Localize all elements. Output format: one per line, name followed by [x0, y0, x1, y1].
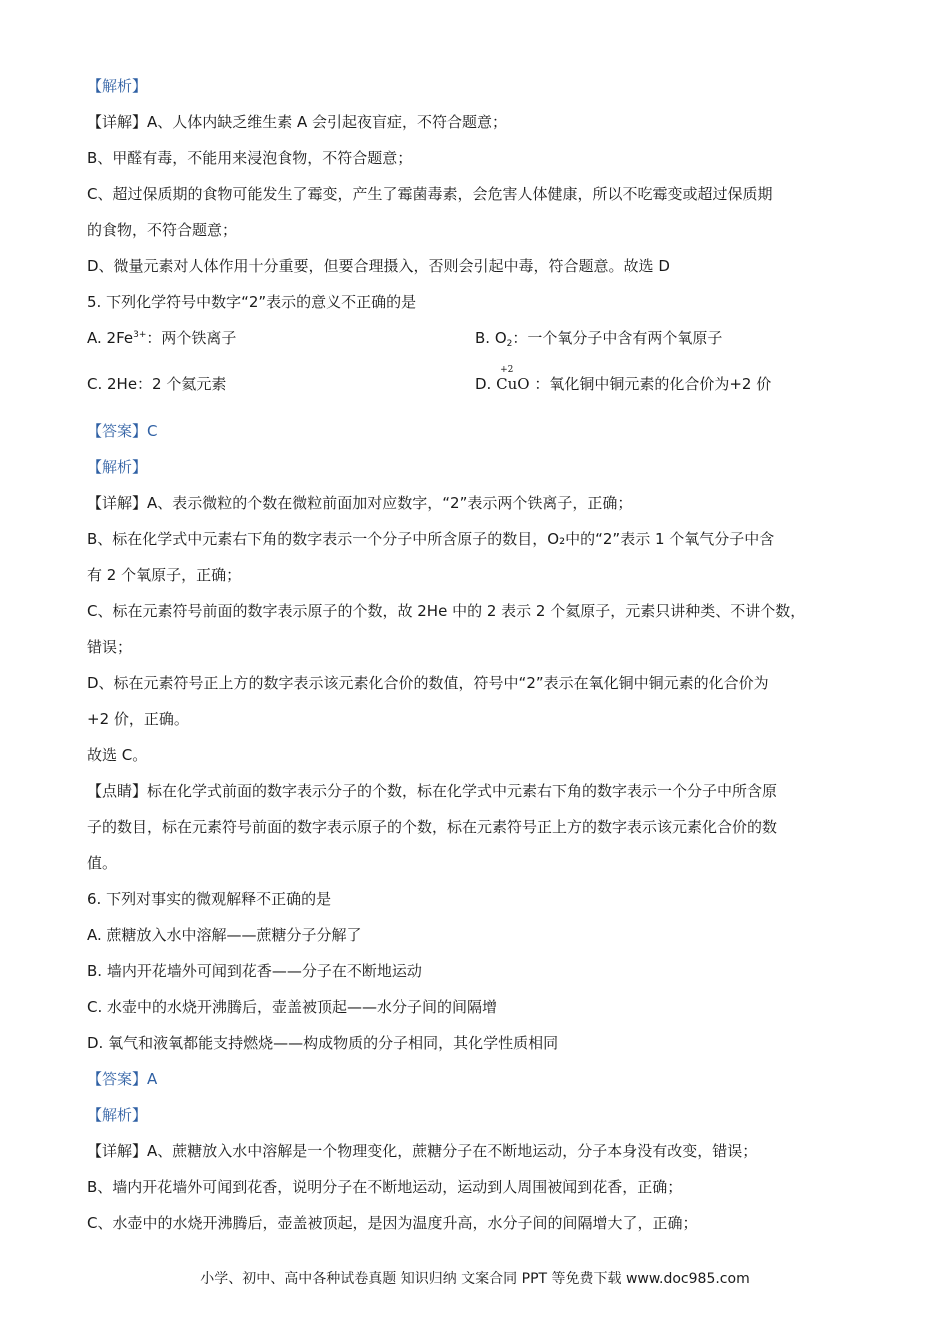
detail-line: +2 价，正确。 — [87, 710, 189, 728]
option-b: B. $O_2$：一个氧分子中含有两个氧原子 — [475, 329, 723, 349]
answer-heading: 【答案】C — [87, 422, 158, 440]
detail-line: B、标在化学式中元素右下角的数字表示一个分子中所含原子的数目，O₂中的“2”表示 1 个氧气分子中含 — [87, 530, 775, 548]
detail-line: C、标在元素符号前面的数字表示原子的个数，故 2He 中的 2 表示 2 个氦原子，元素只讲种类、不讲个数， — [87, 602, 806, 620]
detail-line: 错误； — [87, 638, 133, 656]
detail-line: 有 2 个氧原子，正确； — [87, 566, 242, 584]
tip-line: 【点睛】标在化学式前面的数字表示分子的个数，标在化学式中元素右下角的数字表示一个分子中所含原 — [87, 782, 778, 800]
question-5-options-row-2 — [87, 365, 863, 398]
question-5-stem: 5. 下列化学符号中数字“2”表示的意义不正确的是 — [87, 293, 417, 311]
option-a: A. 蔗糖放入水中溶解——蔗糖分子分解了 — [87, 926, 362, 944]
detail-line: 【详解】A、表示微粒的个数在微粒前面加对应数字，“2”表示两个铁离子，正确； — [87, 494, 633, 512]
option-a: A. $2Fe^{3+}$：两个铁离子 — [87, 329, 237, 347]
page-footer: 小学、初中、高中各种试卷真题 知识归纳 文案合同 PPT 等免费下载 www.doc985.com — [200, 1271, 750, 1287]
question-5-options-row-1 — [87, 326, 863, 350]
option-d: D. 氧气和液氧都能支持燃烧——构成物质的分子相同，其化学性质相同 — [87, 1034, 559, 1052]
tip-line: 子的数目，标在元素符号前面的数字表示原子的个数，标在元素符号正上方的数字表示该元素化合价的数 — [87, 818, 778, 836]
question-6-stem: 6. 下列对事实的微观解释不正确的是 — [87, 890, 332, 908]
detail-line: D、微量元素对人体作用十分重要，但要合理摄入，否则会引起中毒，符合题意。故选 D — [87, 257, 670, 275]
option-d: D. +2 CuO ：氧化铜中铜元素的化合价为+2 价 — [475, 372, 863, 398]
detail-line: 故选 C。 — [87, 746, 148, 764]
detail-line: 的食物，不符合题意； — [87, 221, 238, 239]
detail-line: B、墙内开花墙外可闻到花香，说明分子在不断地运动，运动到人周围被闻到花香，正确； — [87, 1178, 683, 1196]
detail-line: C、水壶中的水烧开沸腾后，壶盖被顶起，是因为温度升高，水分子间的间隔增大了，正确； — [87, 1214, 698, 1232]
document-body — [87, 74, 863, 1235]
analysis-heading: 【解析】 — [87, 1106, 148, 1124]
detail-line: D、标在元素符号正上方的数字表示该元素化合价的数值，符号中“2”表示在氧化铜中铜元素的化合价为 — [87, 674, 769, 692]
detail-line: 【详解】A、蔗糖放入水中溶解是一个物理变化，蔗糖分子在不断地运动，分子本身没有改变，错误； — [87, 1142, 758, 1160]
answer-heading: 【答案】A — [87, 1070, 158, 1088]
option-c: C. 水壶中的水烧开沸腾后，壶盖被顶起——水分子间的间隔增 — [87, 998, 498, 1016]
detail-line: B、甲醛有毒，不能用来浸泡食物，不符合题意； — [87, 149, 413, 167]
option-c: C. 2He：2 个氦元素 — [87, 375, 227, 393]
option-b: B. 墙内开花墙外可闻到花香——分子在不断地运动 — [87, 962, 422, 980]
tip-line: 值。 — [87, 854, 118, 872]
analysis-heading: 【解析】 — [87, 77, 148, 95]
analysis-heading: 【解析】 — [87, 458, 148, 476]
cuo-formula: +2 CuO — [496, 372, 529, 396]
detail-line: 【详解】A、人体内缺乏维生素 A 会引起夜盲症，不符合题意； — [87, 113, 508, 131]
detail-line: C、超过保质期的食物可能发生了霉变，产生了霉菌毒素，会危害人体健康，所以不吃霉变或超过保质期 — [87, 185, 773, 203]
valence-label: +2 — [500, 365, 514, 375]
